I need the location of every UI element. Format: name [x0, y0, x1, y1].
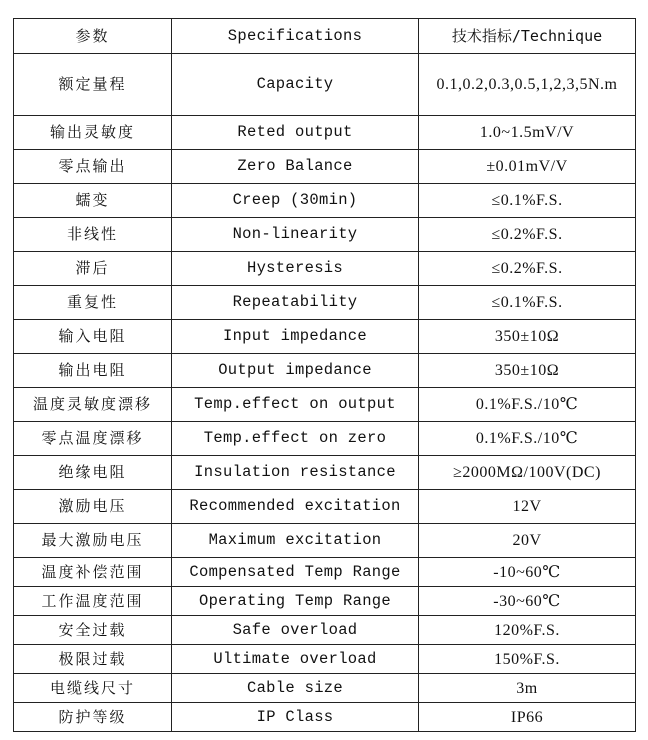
parameter-name-cell: 电缆线尺寸 — [14, 674, 172, 703]
table-row — [14, 218, 636, 252]
specification-cell: Output impedance — [172, 354, 419, 388]
table-row — [14, 320, 636, 354]
table-row — [14, 252, 636, 286]
technique-value-cell: 0.1%F.S./10℃ — [419, 388, 636, 422]
parameter-name-cell: 绝缘电阻 — [14, 456, 172, 490]
spec-table-body — [14, 54, 636, 732]
table-row — [14, 422, 636, 456]
technique-value-cell: ≤0.1%F.S. — [419, 286, 636, 320]
parameter-name-cell: 防护等级 — [14, 703, 172, 732]
table-row — [14, 388, 636, 422]
specification-cell: Hysteresis — [172, 252, 419, 286]
parameter-name-cell: 激励电压 — [14, 490, 172, 524]
header-specifications: Specifications — [172, 19, 419, 54]
table-header-row — [14, 19, 636, 54]
parameter-name-cell: 额定量程 — [14, 54, 172, 116]
specification-cell: Capacity — [172, 54, 419, 116]
table-row — [14, 456, 636, 490]
specification-cell: Maximum excitation — [172, 524, 419, 558]
technique-value-cell: 120%F.S. — [419, 616, 636, 645]
table-row — [14, 354, 636, 388]
specification-cell: Ultimate overload — [172, 645, 419, 674]
specification-cell: Creep (30min) — [172, 184, 419, 218]
table-row — [14, 54, 636, 116]
technique-value-cell: ≤0.2%F.S. — [419, 218, 636, 252]
header-parameter: 参数 — [14, 19, 172, 54]
specification-cell: Cable size — [172, 674, 419, 703]
specification-cell: IP Class — [172, 703, 419, 732]
technique-value-cell: 0.1%F.S./10℃ — [419, 422, 636, 456]
technique-value-cell: IP66 — [419, 703, 636, 732]
parameter-name-cell: 输入电阻 — [14, 320, 172, 354]
technique-value-cell: -30~60℃ — [419, 587, 636, 616]
technique-value-cell: -10~60℃ — [419, 558, 636, 587]
table-row — [14, 558, 636, 587]
table-row — [14, 116, 636, 150]
parameter-name-cell: 最大激励电压 — [14, 524, 172, 558]
parameter-name-cell: 安全过载 — [14, 616, 172, 645]
parameter-name-cell: 蠕变 — [14, 184, 172, 218]
specification-cell: Reted output — [172, 116, 419, 150]
parameter-name-cell: 零点输出 — [14, 150, 172, 184]
spec-table — [13, 18, 636, 732]
technique-value-cell: 0.1,0.2,0.3,0.5,1,2,3,5N.m — [419, 54, 636, 116]
technique-value-cell: 12V — [419, 490, 636, 524]
technique-value-cell: ≤0.2%F.S. — [419, 252, 636, 286]
table-row — [14, 674, 636, 703]
specification-cell: Compensated Temp Range — [172, 558, 419, 587]
specification-cell: Non-linearity — [172, 218, 419, 252]
specification-cell: Temp.effect on zero — [172, 422, 419, 456]
specification-cell: Operating Temp Range — [172, 587, 419, 616]
specification-cell: Insulation resistance — [172, 456, 419, 490]
parameter-name-cell: 重复性 — [14, 286, 172, 320]
table-row — [14, 524, 636, 558]
table-row — [14, 490, 636, 524]
technique-value-cell: 350±10Ω — [419, 320, 636, 354]
specification-cell: Repeatability — [172, 286, 419, 320]
parameter-name-cell: 温度补偿范围 — [14, 558, 172, 587]
parameter-name-cell: 温度灵敏度漂移 — [14, 388, 172, 422]
technique-value-cell: ≤0.1%F.S. — [419, 184, 636, 218]
table-row — [14, 616, 636, 645]
technique-value-cell: ≥2000MΩ/100V(DC) — [419, 456, 636, 490]
table-row — [14, 645, 636, 674]
technique-value-cell: 1.0~1.5mV/V — [419, 116, 636, 150]
header-technique: 技术指标/Technique — [419, 19, 636, 54]
technique-value-cell: 350±10Ω — [419, 354, 636, 388]
specification-cell: Temp.effect on output — [172, 388, 419, 422]
parameter-name-cell: 输出灵敏度 — [14, 116, 172, 150]
parameter-name-cell: 工作温度范围 — [14, 587, 172, 616]
specification-cell: Recommended excitation — [172, 490, 419, 524]
technique-value-cell: 20V — [419, 524, 636, 558]
parameter-name-cell: 极限过载 — [14, 645, 172, 674]
specification-cell: Zero Balance — [172, 150, 419, 184]
technique-value-cell: ±0.01mV/V — [419, 150, 636, 184]
technique-value-cell: 3m — [419, 674, 636, 703]
table-row — [14, 703, 636, 732]
table-row — [14, 286, 636, 320]
parameter-name-cell: 滞后 — [14, 252, 172, 286]
specification-cell: Safe overload — [172, 616, 419, 645]
technique-value-cell: 150%F.S. — [419, 645, 636, 674]
table-row — [14, 150, 636, 184]
specification-cell: Input impedance — [172, 320, 419, 354]
parameter-name-cell: 非线性 — [14, 218, 172, 252]
table-row — [14, 587, 636, 616]
table-row — [14, 184, 636, 218]
parameter-name-cell: 零点温度漂移 — [14, 422, 172, 456]
parameter-name-cell: 输出电阻 — [14, 354, 172, 388]
